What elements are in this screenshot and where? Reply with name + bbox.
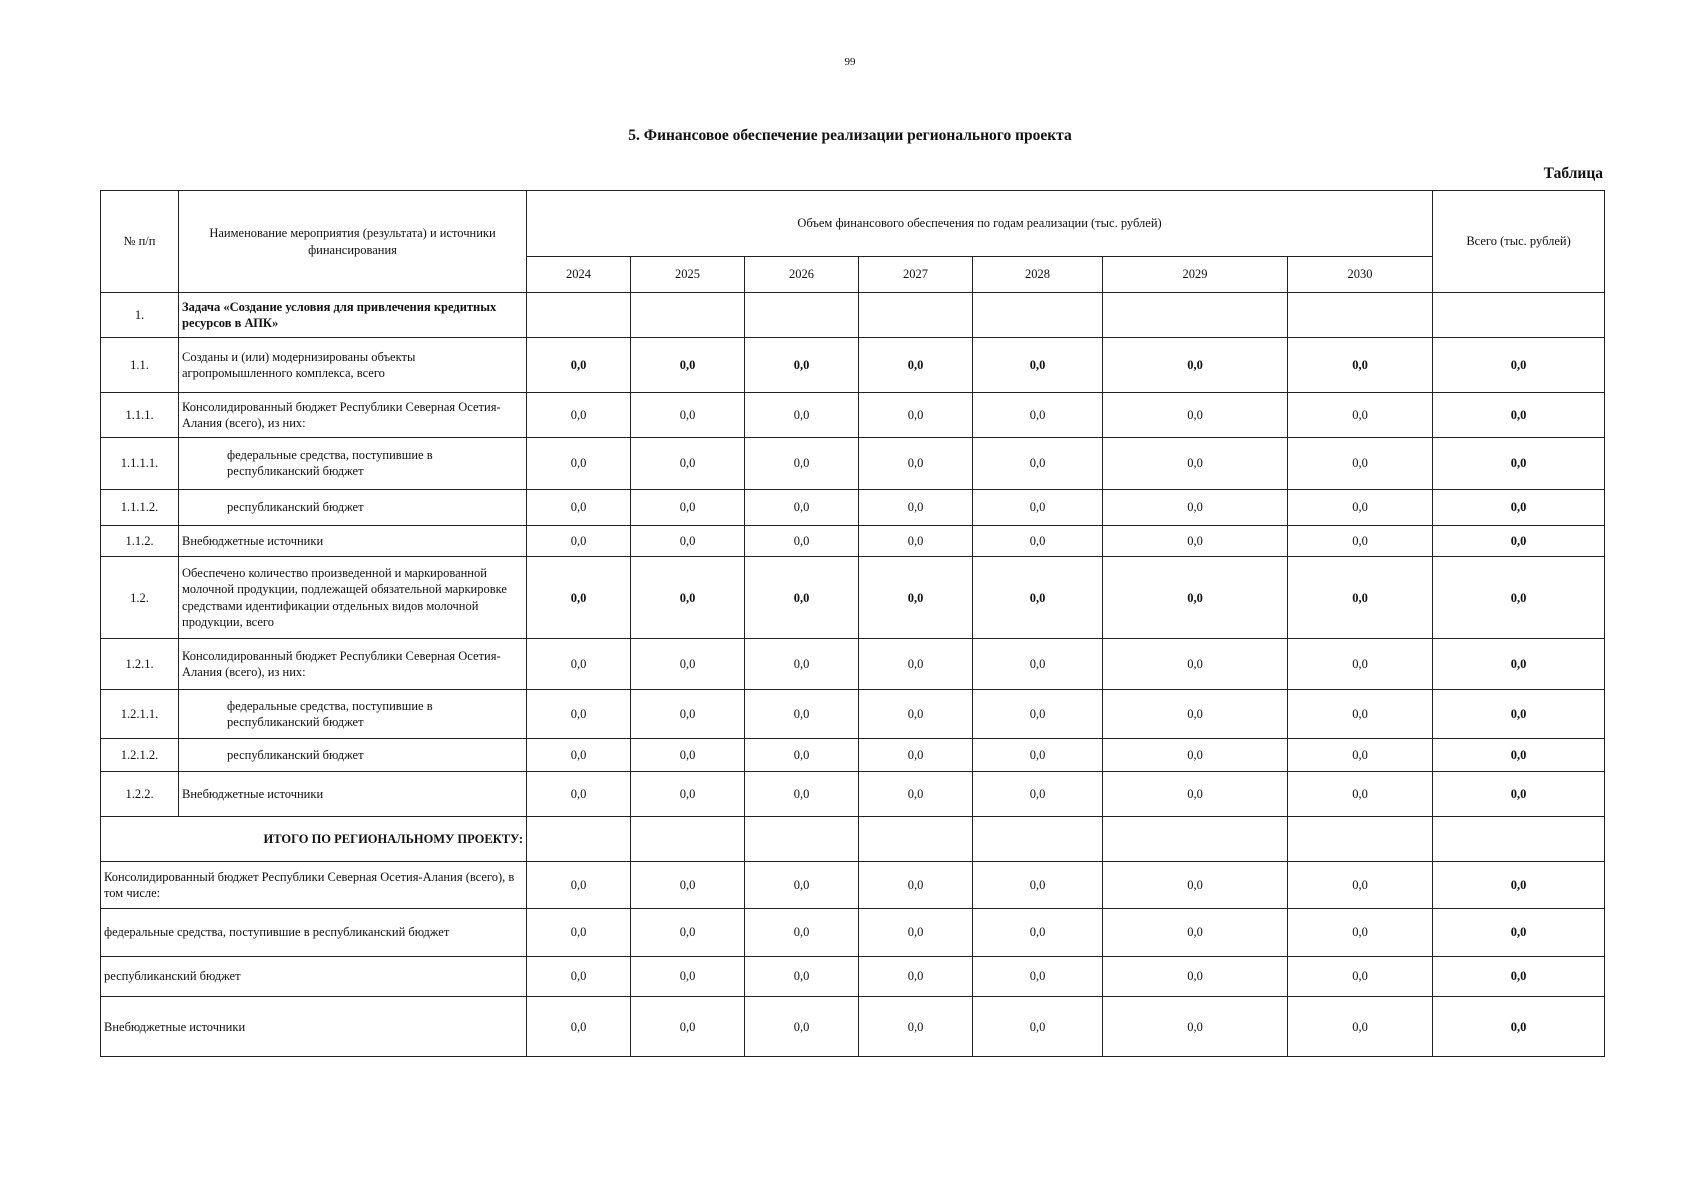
page-number: 99 xyxy=(844,56,856,68)
summary-value-cell: 0,0 xyxy=(745,909,859,956)
row-name: Внебюджетные источники xyxy=(179,772,527,817)
value-cell: 0,0 xyxy=(1103,489,1288,526)
value-cell: 0,0 xyxy=(745,772,859,817)
value-cell: 0,0 xyxy=(1103,739,1288,772)
header-volume: Объем финансового обеспечения по годам реализации (тыс. рублей) xyxy=(527,191,1433,257)
table-row xyxy=(101,489,1605,526)
value-cell: 0,0 xyxy=(631,526,745,557)
financing-table xyxy=(100,190,1605,1057)
empty-cell xyxy=(745,817,859,862)
summary-value-cell: 0,0 xyxy=(1103,997,1288,1057)
value-cell: 0,0 xyxy=(527,557,631,639)
value-cell xyxy=(859,293,973,338)
value-cell: 0,0 xyxy=(859,393,973,438)
header-year: 2028 xyxy=(973,257,1103,293)
value-cell: 0,0 xyxy=(631,438,745,489)
value-cell: 0,0 xyxy=(527,438,631,489)
table-row xyxy=(101,772,1605,817)
total-cell: 0,0 xyxy=(1433,772,1605,817)
row-number: 1.2.2. xyxy=(101,772,179,817)
value-cell: 0,0 xyxy=(527,690,631,739)
row-number: 1.1.1.1. xyxy=(101,438,179,489)
row-name: Консолидированный бюджет Республики Северная Осетия-Алания (всего), из них: xyxy=(179,639,527,690)
value-cell: 0,0 xyxy=(1103,526,1288,557)
row-number: 1.2.1.2. xyxy=(101,739,179,772)
summary-value-cell: 0,0 xyxy=(1103,909,1288,956)
summary-name: федеральные средства, поступившие в республиканский бюджет xyxy=(101,909,527,956)
value-cell xyxy=(1103,293,1288,338)
table-row xyxy=(101,557,1605,639)
value-cell: 0,0 xyxy=(859,489,973,526)
summary-value-cell: 0,0 xyxy=(631,862,745,909)
value-cell xyxy=(1288,293,1433,338)
header-year: 2027 xyxy=(859,257,973,293)
header-year: 2025 xyxy=(631,257,745,293)
value-cell: 0,0 xyxy=(973,393,1103,438)
value-cell: 0,0 xyxy=(1288,739,1433,772)
summary-value-cell: 0,0 xyxy=(973,909,1103,956)
total-cell: 0,0 xyxy=(1433,639,1605,690)
header-total: Всего (тыс. рублей) xyxy=(1433,191,1605,293)
table-row xyxy=(101,739,1605,772)
total-cell: 0,0 xyxy=(1433,438,1605,489)
table-row xyxy=(101,293,1605,338)
row-number: 1. xyxy=(101,293,179,338)
value-cell xyxy=(631,293,745,338)
header-year: 2029 xyxy=(1103,257,1288,293)
total-cell: 0,0 xyxy=(1433,690,1605,739)
table-label: Таблица xyxy=(1543,165,1603,182)
value-cell: 0,0 xyxy=(859,438,973,489)
row-name: Консолидированный бюджет Республики Северная Осетия-Алания (всего), из них: xyxy=(179,393,527,438)
row-name: федеральные средства, поступившие в республиканский бюджет xyxy=(179,438,527,489)
summary-name: Консолидированный бюджет Республики Северная Осетия-Алания (всего), в том числе: xyxy=(101,862,527,909)
value-cell: 0,0 xyxy=(973,639,1103,690)
summary-value-cell: 0,0 xyxy=(1288,997,1433,1057)
summary-row xyxy=(101,862,1605,909)
total-cell: 0,0 xyxy=(1433,557,1605,639)
summary-value-cell: 0,0 xyxy=(973,997,1103,1057)
value-cell: 0,0 xyxy=(527,639,631,690)
value-cell: 0,0 xyxy=(631,557,745,639)
summary-value-cell: 0,0 xyxy=(527,862,631,909)
summary-total-cell: 0,0 xyxy=(1433,909,1605,956)
total-cell xyxy=(1433,293,1605,338)
row-number: 1.1.2. xyxy=(101,526,179,557)
table-row xyxy=(101,690,1605,739)
value-cell: 0,0 xyxy=(527,739,631,772)
row-number: 1.1. xyxy=(101,338,179,393)
summary-row xyxy=(101,997,1605,1057)
empty-cell xyxy=(631,817,745,862)
summary-value-cell: 0,0 xyxy=(1103,956,1288,997)
value-cell: 0,0 xyxy=(745,489,859,526)
value-cell: 0,0 xyxy=(1103,338,1288,393)
value-cell: 0,0 xyxy=(631,338,745,393)
summary-value-cell: 0,0 xyxy=(631,997,745,1057)
value-cell xyxy=(973,293,1103,338)
value-cell: 0,0 xyxy=(1288,489,1433,526)
value-cell: 0,0 xyxy=(1288,338,1433,393)
value-cell: 0,0 xyxy=(745,739,859,772)
value-cell: 0,0 xyxy=(859,639,973,690)
value-cell: 0,0 xyxy=(973,557,1103,639)
summary-value-cell: 0,0 xyxy=(631,956,745,997)
value-cell: 0,0 xyxy=(1288,438,1433,489)
value-cell: 0,0 xyxy=(631,489,745,526)
summary-value-cell: 0,0 xyxy=(1288,909,1433,956)
summary-value-cell: 0,0 xyxy=(859,909,973,956)
total-cell: 0,0 xyxy=(1433,393,1605,438)
value-cell: 0,0 xyxy=(631,739,745,772)
header-year: 2026 xyxy=(745,257,859,293)
row-number: 1.2.1.1. xyxy=(101,690,179,739)
value-cell: 0,0 xyxy=(859,557,973,639)
summary-title: ИТОГО ПО РЕГИОНАЛЬНОМУ ПРОЕКТУ: xyxy=(101,817,527,862)
value-cell: 0,0 xyxy=(631,393,745,438)
total-cell: 0,0 xyxy=(1433,489,1605,526)
row-name: федеральные средства, поступившие в республиканский бюджет xyxy=(179,690,527,739)
value-cell: 0,0 xyxy=(745,438,859,489)
empty-cell xyxy=(527,817,631,862)
row-number: 1.1.1. xyxy=(101,393,179,438)
summary-row xyxy=(101,956,1605,997)
summary-value-cell: 0,0 xyxy=(745,862,859,909)
value-cell: 0,0 xyxy=(745,639,859,690)
value-cell: 0,0 xyxy=(973,690,1103,739)
header-year: 2024 xyxy=(527,257,631,293)
summary-total-cell: 0,0 xyxy=(1433,997,1605,1057)
summary-value-cell: 0,0 xyxy=(859,997,973,1057)
summary-value-cell: 0,0 xyxy=(527,909,631,956)
row-name: Созданы и (или) модернизированы объекты агропромышленного комплекса, всего xyxy=(179,338,527,393)
value-cell: 0,0 xyxy=(859,690,973,739)
value-cell: 0,0 xyxy=(1288,393,1433,438)
row-number: 1.2.1. xyxy=(101,639,179,690)
empty-cell xyxy=(973,817,1103,862)
summary-title-row xyxy=(101,817,1605,862)
value-cell: 0,0 xyxy=(745,557,859,639)
summary-row xyxy=(101,909,1605,956)
header-num: № п/п xyxy=(101,191,179,293)
value-cell: 0,0 xyxy=(527,772,631,817)
summary-value-cell: 0,0 xyxy=(973,862,1103,909)
value-cell: 0,0 xyxy=(859,526,973,557)
summary-value-cell: 0,0 xyxy=(631,909,745,956)
value-cell: 0,0 xyxy=(1103,639,1288,690)
table-row xyxy=(101,393,1605,438)
summary-value-cell: 0,0 xyxy=(527,997,631,1057)
header-name: Наименование мероприятия (результата) и источники финансирования xyxy=(179,191,527,293)
total-cell: 0,0 xyxy=(1433,526,1605,557)
value-cell: 0,0 xyxy=(631,772,745,817)
row-number: 1.1.1.2. xyxy=(101,489,179,526)
value-cell: 0,0 xyxy=(527,393,631,438)
row-name: Обеспечено количество произведенной и маркированной молочной продукции, подлежащей обязательной маркировке средствами идентификации отдельных видов молочной продукции, всего xyxy=(179,557,527,639)
row-name: Внебюджетные источники xyxy=(179,526,527,557)
summary-value-cell: 0,0 xyxy=(1288,862,1433,909)
value-cell xyxy=(745,293,859,338)
value-cell: 0,0 xyxy=(631,690,745,739)
summary-value-cell: 0,0 xyxy=(527,956,631,997)
total-cell: 0,0 xyxy=(1433,739,1605,772)
value-cell: 0,0 xyxy=(859,739,973,772)
summary-value-cell: 0,0 xyxy=(1288,956,1433,997)
value-cell: 0,0 xyxy=(1103,438,1288,489)
value-cell: 0,0 xyxy=(745,526,859,557)
value-cell: 0,0 xyxy=(1288,772,1433,817)
total-cell: 0,0 xyxy=(1433,338,1605,393)
summary-value-cell: 0,0 xyxy=(859,956,973,997)
value-cell: 0,0 xyxy=(973,526,1103,557)
value-cell: 0,0 xyxy=(1103,557,1288,639)
row-number: 1.2. xyxy=(101,557,179,639)
value-cell: 0,0 xyxy=(973,338,1103,393)
table-row xyxy=(101,438,1605,489)
summary-value-cell: 0,0 xyxy=(745,997,859,1057)
value-cell: 0,0 xyxy=(973,489,1103,526)
value-cell: 0,0 xyxy=(527,526,631,557)
value-cell: 0,0 xyxy=(1103,690,1288,739)
summary-total-cell: 0,0 xyxy=(1433,862,1605,909)
table-row xyxy=(101,526,1605,557)
value-cell: 0,0 xyxy=(1103,393,1288,438)
table-row xyxy=(101,338,1605,393)
value-cell: 0,0 xyxy=(745,393,859,438)
value-cell: 0,0 xyxy=(745,690,859,739)
value-cell: 0,0 xyxy=(859,772,973,817)
value-cell: 0,0 xyxy=(973,438,1103,489)
summary-value-cell: 0,0 xyxy=(973,956,1103,997)
table-row xyxy=(101,639,1605,690)
row-name: Задача «Создание условия для привлечения кредитных ресурсов в АПК» xyxy=(179,293,527,338)
row-name: республиканский бюджет xyxy=(179,489,527,526)
value-cell: 0,0 xyxy=(1288,690,1433,739)
value-cell: 0,0 xyxy=(1288,639,1433,690)
value-cell xyxy=(527,293,631,338)
value-cell: 0,0 xyxy=(1103,772,1288,817)
empty-cell xyxy=(1103,817,1288,862)
value-cell: 0,0 xyxy=(1288,526,1433,557)
summary-name: республиканский бюджет xyxy=(101,956,527,997)
value-cell: 0,0 xyxy=(1288,557,1433,639)
value-cell: 0,0 xyxy=(745,338,859,393)
empty-cell xyxy=(1433,817,1605,862)
value-cell: 0,0 xyxy=(527,338,631,393)
summary-value-cell: 0,0 xyxy=(745,956,859,997)
summary-name: Внебюджетные источники xyxy=(101,997,527,1057)
section-title: 5. Финансовое обеспечение реализации регионального проекта xyxy=(628,127,1072,144)
value-cell: 0,0 xyxy=(973,772,1103,817)
value-cell: 0,0 xyxy=(527,489,631,526)
value-cell: 0,0 xyxy=(631,639,745,690)
table-body xyxy=(101,293,1605,1057)
empty-cell xyxy=(1288,817,1433,862)
empty-cell xyxy=(859,817,973,862)
header-year: 2030 xyxy=(1288,257,1433,293)
summary-total-cell: 0,0 xyxy=(1433,956,1605,997)
value-cell: 0,0 xyxy=(859,338,973,393)
row-name: республиканский бюджет xyxy=(179,739,527,772)
summary-value-cell: 0,0 xyxy=(859,862,973,909)
summary-value-cell: 0,0 xyxy=(1103,862,1288,909)
value-cell: 0,0 xyxy=(973,739,1103,772)
